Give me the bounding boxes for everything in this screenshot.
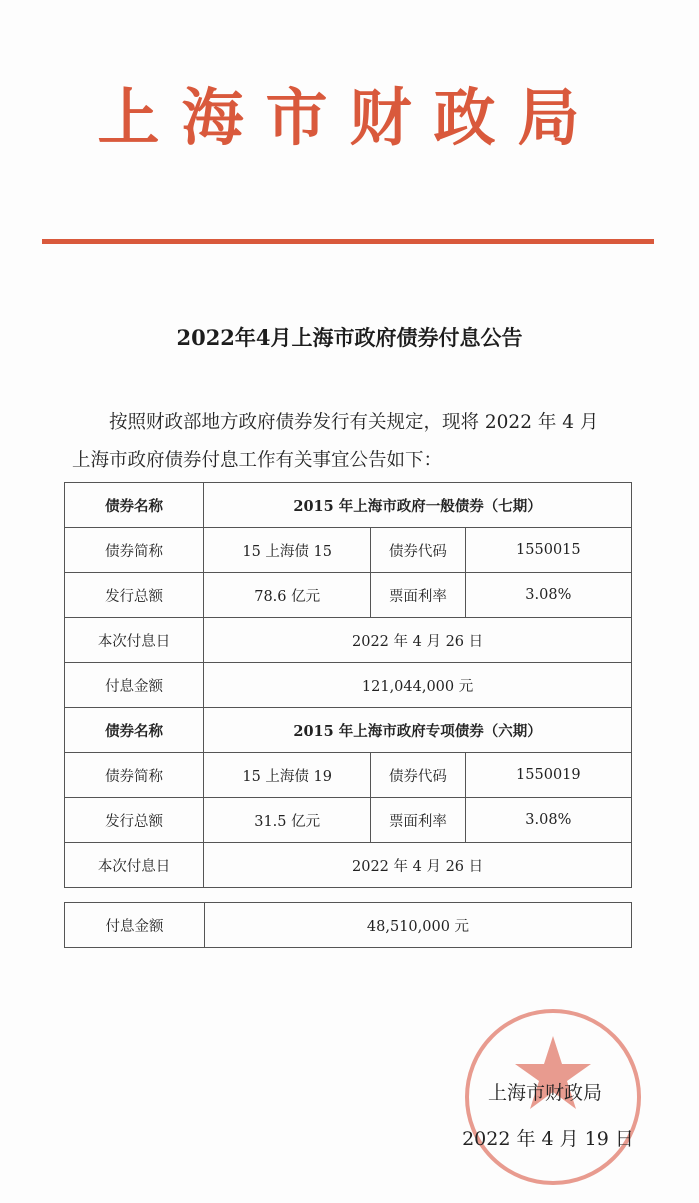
bond-name-value: 2015 年上海市政府专项债券（六期） bbox=[204, 708, 632, 753]
signature-org: 上海市财政局 bbox=[487, 1082, 602, 1104]
bond-name-value: 2015 年上海市政府一般债券（七期） bbox=[204, 483, 632, 528]
intro-paragraph bbox=[72, 404, 632, 480]
bond-short-label: 债券简称 bbox=[65, 528, 204, 573]
table-row bbox=[65, 798, 632, 843]
payment-date-label: 本次付息日 bbox=[65, 843, 204, 888]
table-row bbox=[65, 618, 632, 663]
signature-date: 2022 年 4 月 19 日 bbox=[462, 1128, 634, 1150]
table-row bbox=[65, 483, 632, 528]
issue-amount-value: 78.6 亿元 bbox=[204, 573, 371, 618]
bond-short-value: 15 上海债 15 bbox=[204, 528, 371, 573]
bond-name-label: 债券名称 bbox=[65, 708, 204, 753]
intro-line-2: 上海市政府债券付息工作有关事宜公告如下： bbox=[72, 450, 443, 471]
payment-date-value: 2022 年 4 月 26 日 bbox=[204, 843, 632, 888]
coupon-rate-value: 3.08% bbox=[465, 798, 631, 843]
coupon-rate-value: 3.08% bbox=[465, 573, 631, 618]
issue-amount-label: 发行总额 bbox=[65, 573, 204, 618]
bond-code-label: 债券代码 bbox=[371, 753, 465, 798]
bond-code-value: 1550019 bbox=[465, 753, 631, 798]
coupon-rate-label: 票面利率 bbox=[371, 798, 465, 843]
table-row bbox=[65, 843, 632, 888]
coupon-rate-label: 票面利率 bbox=[371, 573, 465, 618]
bond-short-label: 债券简称 bbox=[65, 753, 204, 798]
interest-amount-label: 付息金额 bbox=[65, 663, 204, 708]
payment-date-value: 2022 年 4 月 26 日 bbox=[204, 618, 632, 663]
table-row bbox=[65, 528, 632, 573]
interest-amount-label: 付息金额 bbox=[65, 903, 205, 948]
interest-amount-value: 121,044,000 元 bbox=[204, 663, 632, 708]
bond-table bbox=[64, 482, 632, 888]
header-divider bbox=[42, 239, 654, 244]
issue-amount-label: 发行总额 bbox=[65, 798, 204, 843]
interest-amount-table bbox=[64, 902, 632, 948]
table-row bbox=[65, 663, 632, 708]
masthead-org-name: 上海市财政局 bbox=[97, 81, 602, 154]
bond-code-label: 债券代码 bbox=[371, 528, 465, 573]
issue-amount-value: 31.5 亿元 bbox=[204, 798, 371, 843]
table-row bbox=[65, 573, 632, 618]
document-title: 2022年4月上海市政府债券付息公告 bbox=[176, 325, 523, 350]
bond-code-value: 1550015 bbox=[465, 528, 631, 573]
interest-amount-value: 48,510,000 元 bbox=[205, 903, 632, 948]
bond-name-label: 债券名称 bbox=[65, 483, 204, 528]
table-row bbox=[65, 753, 632, 798]
table-row bbox=[65, 708, 632, 753]
intro-line-1: 按照财政部地方政府债券发行有关规定，现将 2022 年 4 月 bbox=[109, 412, 599, 433]
table-row bbox=[65, 903, 632, 948]
bond-short-value: 15 上海债 19 bbox=[204, 753, 371, 798]
payment-date-label: 本次付息日 bbox=[65, 618, 204, 663]
